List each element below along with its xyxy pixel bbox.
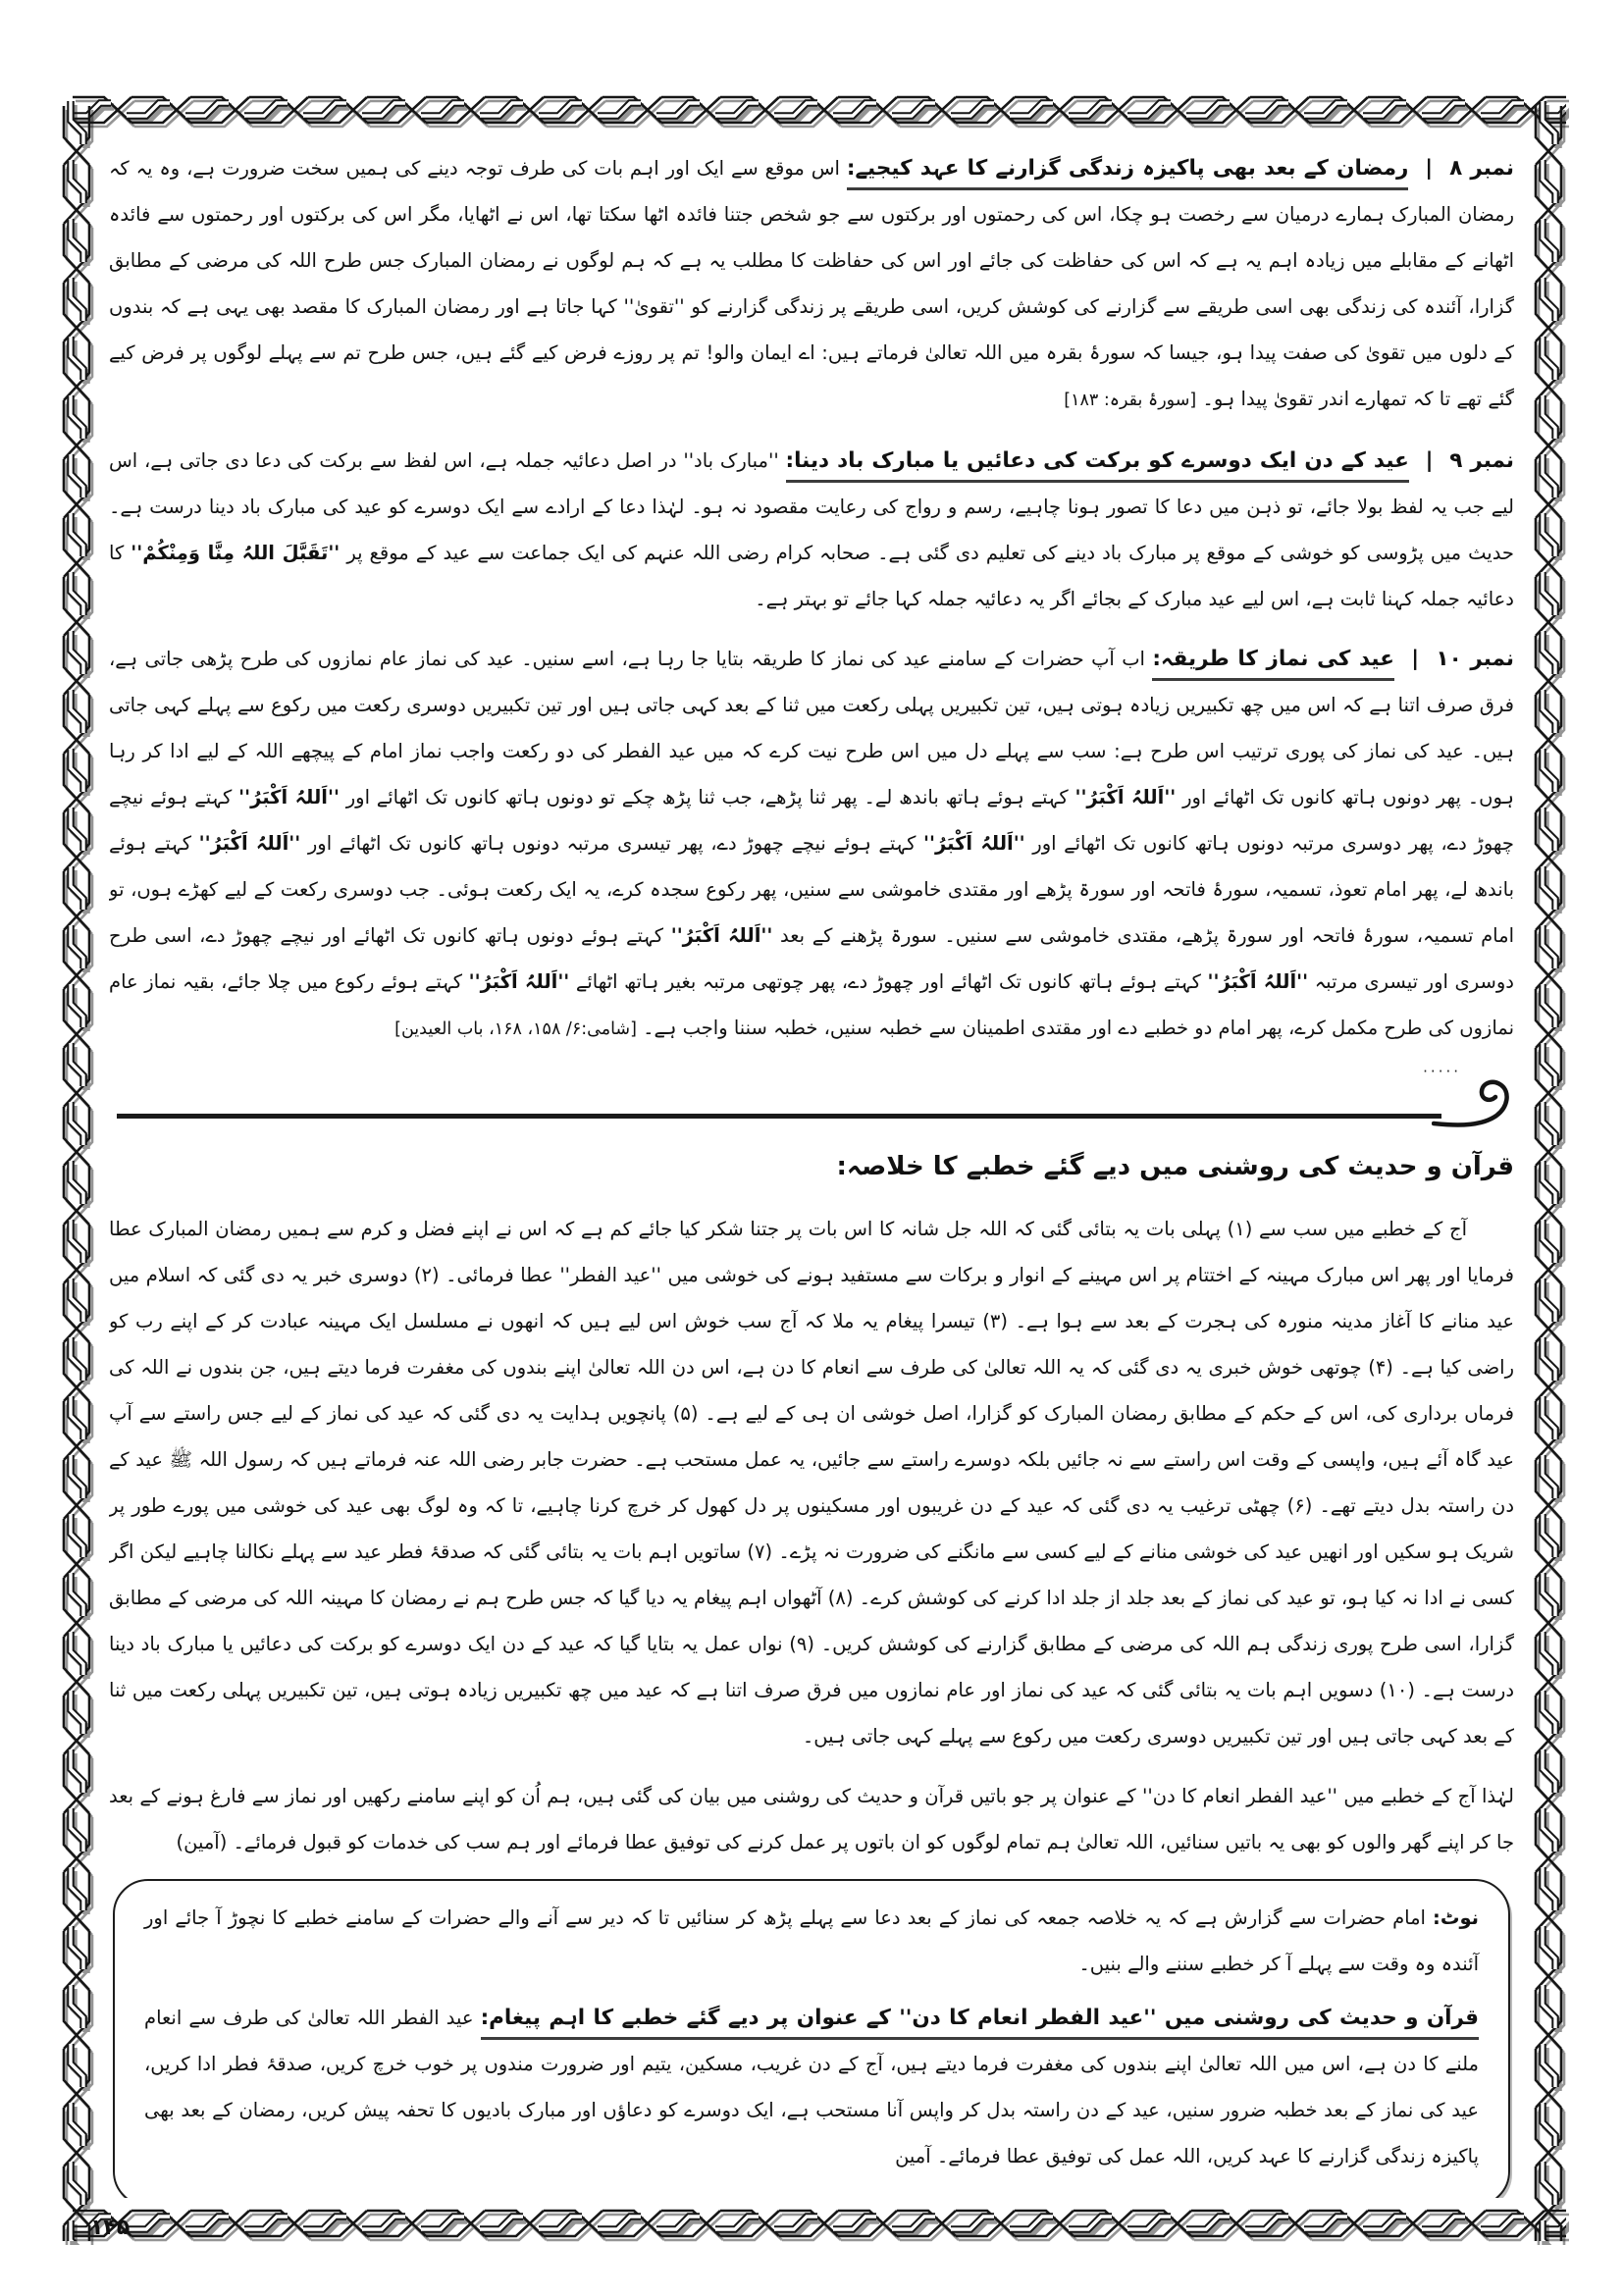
section-10-title: عید کی نماز کا طریقہ:: [1152, 647, 1394, 681]
calligraphic-flourish-icon: [1432, 1072, 1514, 1129]
section-separator: |: [1425, 448, 1434, 473]
note-message-body: عید الفطر اللہ تعالیٰ کی طرف سے انعام ملنے کا دن ہے، اس میں اللہ تعالیٰ اپنے بندوں کی مغفرت فرما دیتے ہیں، آج کے دن غریب، مسکین، یتیم اور ضرورت مندوں پر خوب خرچ کریں، صدقۂ فطر ادا کریں، عید کی نماز کے بعد خطبہ ضرور سنیں، عید کے دن راستہ بدل کر واپس آنا مستحب ہے، ایک دوسرے کو دعاؤں اور مبارک بادیوں کا تحفہ پیش کریں، رمضان کے بعد بھی پاکیزہ زندگی گزارنے کا عہد کریں، اللہ عمل کی توفیق عطا فرمائے۔ آمین: [144, 2007, 1479, 2167]
section-10-body: کہتے ہوئے نیچے چھوڑ دے، پھر تیسری مرتبہ دونوں ہاتھ کانوں تک اٹھائے اور: [300, 832, 924, 855]
section-10-body: کہتے ہوئے دونوں ہاتھ کانوں تک اٹھائے اور نیچے چھوڑ دے، اسی طرح دوسری اور تیسری مرتبہ: [109, 924, 1514, 993]
takbir-phrase: ''اَللہُ اَکْبَرُ'': [923, 832, 1025, 855]
section-10-reference: [شامی:۶/ ۱۵۸، ۱۶۸، باب العیدین]: [394, 1019, 637, 1039]
section-9-title: عید کے دن ایک دوسرے کو برکت کی دعائیں یا مبارک باد دینا:: [786, 448, 1409, 483]
section-10-body: اب آپ حضرات کے سامنے عید کی نماز کا طریقہ بتایا جا رہا ہے، اسے سنیں۔ عید کی نماز عام نمازوں کی طرح پڑھی جاتی ہے، فرق صرف اتنا ہے کہ اس میں چھ تکبیریں زیادہ ہوتی ہیں، تین تکبیریں پہلی رکعت میں ثنا کے بعد کہی جاتی ہیں اور تین تکبیریں دوسری رکعت میں رکوع سے پہلے کہی جاتی ہیں۔ عید کی نماز کی پوری ترتیب اس طرح ہے: سب سے پہلے دل میں اس طرح نیت کرے کہ میں عید الفطر کی دو رکعت واجب نماز امام کے پیچھے اللہ کے لیے ادا کر رہا ہوں۔ پھر دونوں ہاتھ کانوں تک اٹھائے اور: [109, 648, 1514, 809]
arabic-dua-phrase: ''تَقَبَّلَ اللہُ مِنَّا وَمِنْکُمْ'': [131, 542, 341, 564]
section-10-paragraph: [109, 636, 1514, 1053]
section-10-body: کہتے ہوئے ہاتھ کانوں تک اٹھائے اور چھوڑ دے، پھر چوتھی مرتبہ بغیر ہاتھ اٹھائے: [569, 970, 1208, 993]
khutbah-summary-heading: قرآن و حدیث کی روشنی میں دیے گئے خطبے کا خلاصہ:: [836, 1152, 1514, 1181]
section-9-body: ''مبارک باد'' در اصل دعائیہ جملہ ہے، اس لفظ سے برکت کی دعا دی جاتی ہے، اس لیے جب یہ لفظ بولا جائے، تو ذہن میں دعا کا تصور ہونا چاہیے، رسم و رواج کی رعایت مقصود نہ ہو۔ لہٰذا دعا کے ارادے سے ایک دوسرے کو عید کی مبارک باد دینا درست ہے۔ حدیث میں پڑوسی کو خوشی کے موقع پر مبارک باد دینے کی تعلیم دی گئی ہے۔ صحابہ کرام رضی اللہ عنہم کی ایک جماعت سے عید کے موقع پر: [109, 449, 1514, 564]
takbir-phrase: ''اَللہُ اَکْبَرُ'': [670, 924, 773, 947]
takbir-phrase: ''اَللہُ اَکْبَرُ'': [468, 970, 570, 993]
takbir-phrase: ''اَللہُ اَکْبَرُ'': [238, 786, 340, 809]
border-left-chain-ornament: [59, 92, 94, 2241]
section-divider: [109, 1063, 1514, 1139]
section-8-number: نمبر ۸: [1449, 156, 1514, 181]
page-number: ۱۴۵: [90, 2216, 131, 2240]
note-box: [113, 1879, 1510, 2198]
section-10-body: کہتے ہوئے باندھ لے، پھر امام تعوذ، تسمیہ، سورۂ فاتحہ اور سورۃ پڑھے اور مقتدی خاموشی سے سنیں، پھر رکوع سجدہ کرے، یہ ایک رکعت ہوئی۔ جب دوسری رکعت کے لیے کھڑے ہوں، تو امام تسمیہ، سورۂ فاتحہ اور سورۃ پڑھے، مقتدی خاموشی سے سنیں۔ سورۃ پڑھنے کے بعد: [109, 832, 1514, 947]
khutbah-summary-closing-paragraph: لہٰذا آج کے خطبے میں ''عید الفطر انعام کا دن'' کے عنوان پر جو باتیں قرآن و حدیث کی روشنی میں بیان کی گئی ہیں، ہم اُن کو اپنے سامنے رکھیں اور نماز سے فارغ ہونے کے بعد جا کر اپنے گھر والوں کو بھی یہ باتیں سنائیں، اللہ تعالیٰ ہم تمام لوگوں کو ان باتوں پر عمل کرنے کی توفیق عطا فرمائے اور ہم سب کی خدمات کو قبول فرمائے۔ (آمین): [109, 1785, 1514, 1853]
section-8-title: رمضان کے بعد بھی پاکیزہ زندگی گزارنے کا عہد کیجیے:: [847, 156, 1409, 190]
section-8-reference: [سورۂ بقرہ: ۱۸۳]: [1064, 391, 1197, 410]
takbir-phrase: ''اَللہُ اَکْبَرُ'': [1207, 970, 1309, 993]
section-9-body: کا دعائیہ جملہ کہنا ثابت ہے، اس لیے عید مبارک کے بجائے اگر یہ دعائیہ جملہ کہا جائے تو بہتر ہے۔: [109, 542, 1514, 610]
section-separator: |: [1425, 156, 1434, 181]
note-paragraph: [144, 1895, 1479, 1987]
border-top-chain-ornament: [59, 92, 1566, 128]
border-bottom-chain-ornament: [59, 2206, 1566, 2241]
section-9-paragraph: [109, 438, 1514, 622]
khutbah-summary-paragraph: آج کے خطبے میں سب سے (۱) پہلی بات یہ بتائی گئی کہ اللہ جل شانہ کا اس بات پر جتنا شکر کیا جائے کم ہے کہ اس نے اپنے فضل و کرم سے ہمیں رمضان المبارک عطا فرمایا اور پھر اس مبارک مہینہ کے اختتام پر اس مہینے کے انوار و برکات سے مستفید ہونے کی خوشی میں ''عید الفطر'' عطا فرمائی۔ (۲) دوسری خبر یہ دی گئی کہ اسلام میں عید منانے کا آغاز مدینہ منورہ کی ہجرت کے بعد سے ہوا ہے۔ (۳) تیسرا پیغام یہ ملا کہ آج سب خوش اس لیے ہیں کہ انھوں نے مسلسل ایک مہینہ عبادت کر کے اپنے رب کو راضی کیا ہے۔ (۴) چوتھی خوش خبری یہ دی گئی کہ یہ اللہ تعالیٰ کی طرف سے انعام کا دن ہے، اس دن اللہ تعالیٰ اپنے بندوں کی مغفرت فرما دیتے ہیں، جن بندوں نے اللہ کی فرماں برداری کی، اس کے حکم کے مطابق رمضان المبارک کو گزارا، اصل خوشی ان ہی کے لیے ہے۔ (۵) پانچویں ہدایت یہ دی گئی کہ عید کی نماز کے لیے جس راستے سے آپ عید گاہ آئے ہیں، واپسی کے وقت اس راستے سے نہ جائیں بلکہ دوسرے راستے سے جائیں، یہ عمل مستحب ہے۔ حضرت جابر رضی اللہ عنہ فرماتے ہیں کہ رسول اللہ ﷺ عید کے دن راستہ بدل دیتے تھے۔ (۶) چھٹی ترغیب یہ دی گئی کہ عید کے دن غریبوں اور مسکینوں پر دل کھول کر خرچ کرنا چاہیے، تا کہ وہ لوگ بھی عید کی خوشی میں پورے طور پر شریک ہو سکیں اور انھیں عید کی خوشی منانے کے لیے کسی سے مانگنے کی ضرورت نہ پڑے۔ (۷) ساتویں اہم بات یہ بتائی گئی کہ صدقۂ فطر عید سے پہلے نکالنا چاہیے لیکن اگر کسی نے ادا نہ کیا ہو، تو عید کی نماز کے بعد جلد از جلد ادا کرنے کی کوشش کرے۔ (۸) آٹھواں اہم پیغام یہ دیا گیا کہ جس طرح ہم نے رمضان کا مہینہ اللہ کی مرضی کے مطابق گزارا، اسی طرح پوری زندگی ہم اللہ کی مرضی کے مطابق گزارنے کی کوشش کریں۔ (۹) نواں عمل یہ بتایا گیا کہ عید کے دن ایک دوسرے کو برکت کی دعائیں یا مبارک باد دینا درست ہے۔ (۱۰) دسویں اہم بات یہ بتائی گئی کہ عید کی نماز اور عام نمازوں میں فرق صرف اتنا ہے کہ عید میں چھ تکبیریں زیادہ ہوتی ہیں، تین تکبیریں پہلی رکعت میں ثنا کے بعد کہی جاتی ہیں اور تین تکبیریں دوسری رکعت میں رکوع سے پہلے کہی جاتی ہیں۔: [109, 1218, 1514, 1748]
note-body: امام حضرات سے گزارش ہے کہ یہ خلاصہ جمعہ کی نماز کے بعد دعا سے پہلے پڑھ کر سنائیں تا کہ دیر سے آنے والے حضرات کے سامنے خطبے کا نچوڑ آ جائے اور آئندہ وہ وقت سے پہلے آ کر خطبے سننے والے بنیں۔: [144, 1906, 1479, 1975]
section-separator: |: [1411, 647, 1420, 671]
section-9-number: نمبر ۹: [1449, 448, 1514, 473]
note-message-heading: قرآن و حدیث کی روشنی میں ''عید الفطر انعام کا دن'' کے عنوان پر دیے گئے خطبے کا اہم پیغام:: [481, 2006, 1479, 2040]
note-label: نوٹ:: [1433, 1906, 1479, 1929]
takbir-phrase: ''اَللہُ اَکْبَرُ'': [198, 832, 301, 855]
takbir-phrase: ''اَللہُ اَکْبَرُ'': [1074, 786, 1177, 809]
section-10-body: کہتے ہوئے نیچے چھوڑ دے، پھر دوسری مرتبہ دونوں ہاتھ کانوں تک اٹھائے اور: [109, 786, 1514, 855]
note-message-paragraph: [144, 1995, 1479, 2179]
section-10-body: کہتے ہوئے رکوع میں چلا جائے، بقیہ نماز عام نمازوں کی طرح مکمل کرے، پھر امام دو خطبے دے اور مقتدی اطمینان سے خطبہ سنیں، خطبہ سننا واجب ہے۔: [109, 970, 1514, 1039]
divider-dots: ·····: [1423, 1063, 1461, 1080]
section-10-number: نمبر ۱۰: [1436, 647, 1514, 671]
border-right-chain-ornament: [1531, 92, 1566, 2241]
section-8-paragraph: [109, 145, 1514, 424]
divider-rule: [117, 1114, 1441, 1119]
page-content: [109, 145, 1514, 2198]
section-10-body: کہتے ہوئے ہاتھ باندھ لے۔ پھر ثنا پڑھے، جب ثنا پڑھ چکے تو دونوں ہاتھ کانوں تک اٹھائے اور: [339, 786, 1075, 809]
section-8-body: اس موقع سے ایک اور اہم بات کی طرف توجہ دینے کی ہمیں سخت ضرورت ہے، وہ یہ کہ رمضان المبارک ہمارے درمیان سے رخصت ہو چکا، اس کی رحمتوں اور برکتوں سے جو شخص جتنا فائدہ اٹھا سکتا تھا، اس نے اٹھایا، مگر اس کی برکتوں اور رحمتوں سے فائدہ اٹھانے کے مقابلے میں زیادہ اہم یہ ہے کہ اس کی حفاظت کی جائے اور اس کی حفاظت کا مطلب یہ ہے کہ ہم لوگوں نے رمضان المبارک جس طرح اللہ کی مرضی کے مطابق گزارا، آئندہ کی زندگی بھی اسی طریقے سے گزارنے کی کوشش کریں، اسی طریقے پر زندگی گزارنے کو ''تقویٰ'' کہا جاتا ہے اور رمضان المبارک کا مقصد بھی یہی ہے کہ بندوں کے دلوں میں تقویٰ کی صفت پیدا ہو، جیسا کہ سورۂ بقرہ میں اللہ تعالیٰ فرماتے ہیں: اے ایمان والو! تم پر روزے فرض کیے گئے ہیں، جس طرح تم سے پہلے لوگوں پر فرض کیے گئے تھے تا کہ تمھارے اندر تقویٰ پیدا ہو۔: [109, 157, 1514, 410]
